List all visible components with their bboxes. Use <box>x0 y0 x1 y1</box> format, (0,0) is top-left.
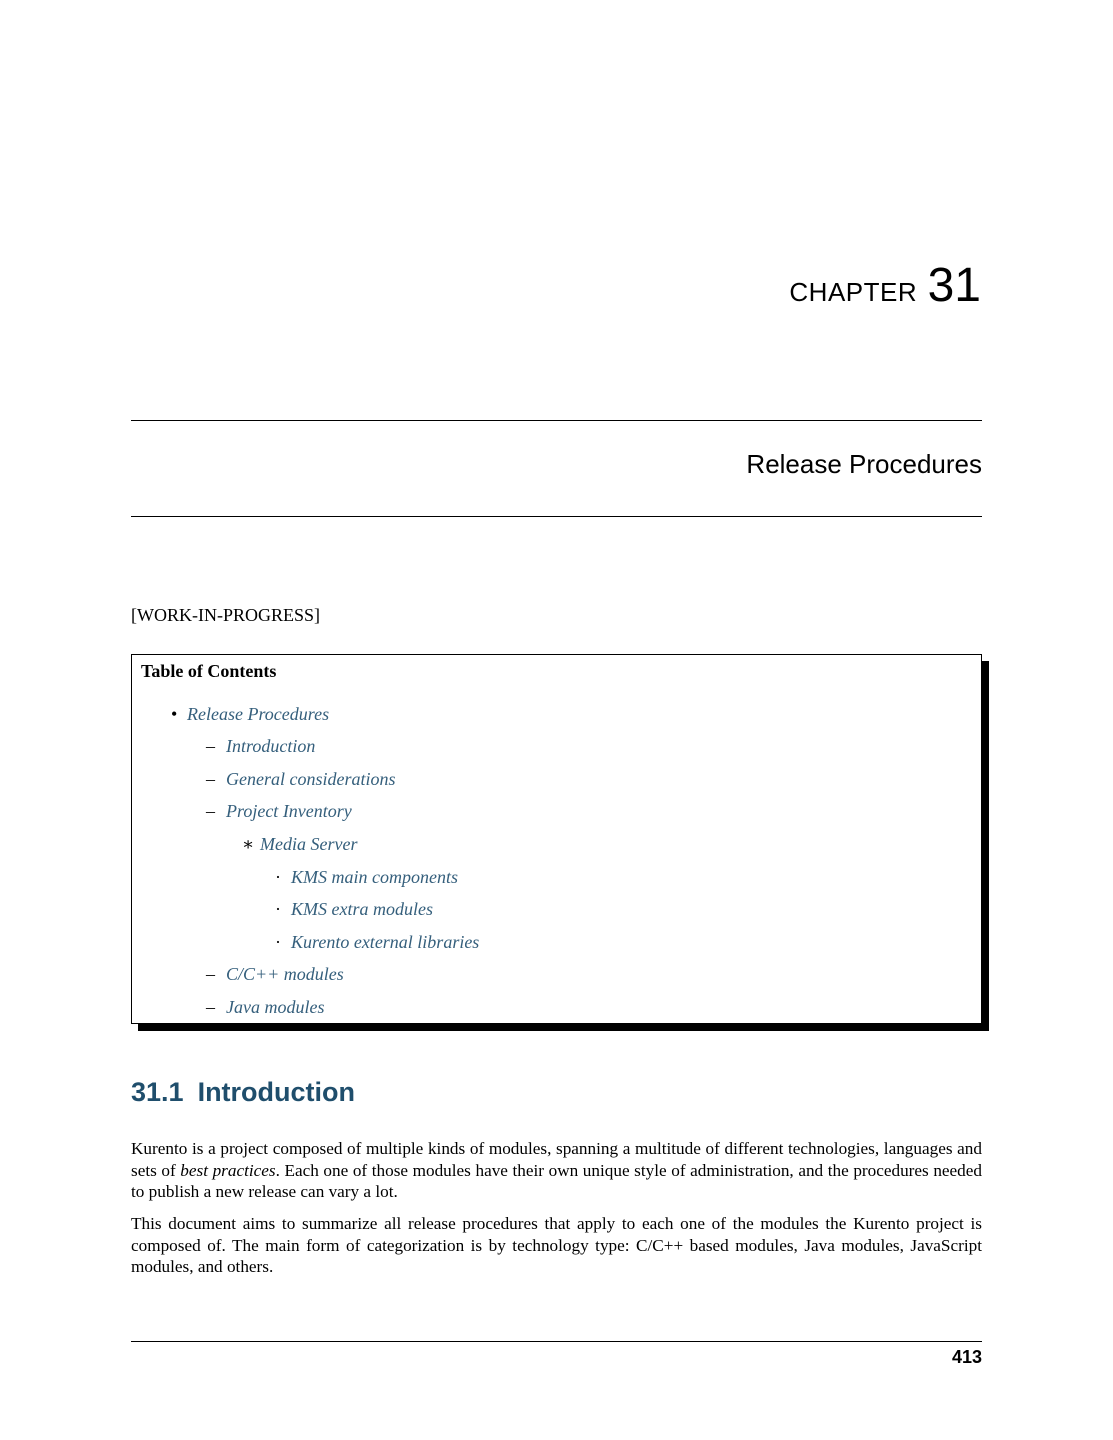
toc-link-cpp-modules[interactable]: C/C++ modules <box>226 964 344 984</box>
title-rule-top <box>131 420 982 421</box>
chapter-number: 31 <box>927 259 981 312</box>
dot-icon: · <box>275 867 281 887</box>
toc-item-kms-extra-modules <box>275 898 433 920</box>
toc-link-media-server[interactable]: Media Server <box>260 834 358 854</box>
dash-icon: – <box>206 801 215 821</box>
dot-icon: · <box>275 932 281 952</box>
table-of-contents <box>131 654 982 1024</box>
toc-item-java-modules <box>206 996 324 1018</box>
dash-icon: – <box>206 769 215 789</box>
toc-heading: Table of Contents <box>141 661 277 681</box>
section-title: Introduction <box>197 1077 356 1107</box>
toc-link-kurento-external-libraries[interactable]: Kurento external libraries <box>291 932 480 952</box>
dash-icon: – <box>206 736 215 756</box>
toc-link-java-modules[interactable]: Java modules <box>226 997 325 1017</box>
dash-icon: – <box>206 964 215 984</box>
toc-link-kms-main-components[interactable]: KMS main components <box>291 867 458 887</box>
asterisk-icon: ∗ <box>242 834 255 854</box>
dot-icon: · <box>275 899 281 919</box>
work-in-progress-notice: [WORK-IN-PROGRESS] <box>131 605 320 625</box>
section-heading <box>131 1075 355 1109</box>
toc-link-general-considerations[interactable]: General considerations <box>226 769 396 789</box>
toc-item-cpp-modules <box>206 963 344 985</box>
dash-icon: – <box>206 997 215 1017</box>
paragraph-intro-end: . Each one of those modules have their own unique style of administration, and the procedures needed to publish a new release can vary a lot. <box>131 1160 982 1201</box>
section-number: 31.1 <box>131 1077 184 1107</box>
toc-link-project-inventory[interactable]: Project Inventory <box>226 801 352 821</box>
paragraph-intro-start: Kurento is a project composed of multiple kinds of modules, spanning a multitude of different technologies, languages and sets of <box>131 1139 982 1180</box>
toc-link-introduction[interactable]: Introduction <box>226 736 316 756</box>
chapter-label <box>789 259 981 312</box>
toc-item-kms-main-components <box>275 866 458 888</box>
toc-item-introduction <box>206 735 315 757</box>
chapter-word: CHAPTER <box>789 277 918 307</box>
toc-link-release-procedures[interactable]: Release Procedures <box>187 704 330 724</box>
paragraph-summary: This document aims to summarize all release procedures that apply to each one of the modules the Kurento project is composed of. The main form of categorization is by technology type: C/C++ based modules, Java modules, JavaScript modules, and others. <box>131 1214 982 1276</box>
page-number: 413 <box>951 1347 982 1367</box>
toc-item-media-server <box>242 833 357 855</box>
toc-item-project-inventory <box>206 800 352 822</box>
toc-item-release-procedures <box>171 703 329 725</box>
title-rule-bottom <box>131 516 982 517</box>
footer-rule <box>131 1341 982 1342</box>
paragraph-intro-emphasis: best practices <box>180 1160 276 1180</box>
toc-item-kurento-external-libraries <box>275 931 479 953</box>
paragraph-intro <box>131 1138 982 1203</box>
toc-item-general-considerations <box>206 768 395 790</box>
bullet-icon: • <box>171 704 178 724</box>
chapter-title: Release Procedures <box>746 449 982 479</box>
toc-link-kms-extra-modules[interactable]: KMS extra modules <box>291 899 433 919</box>
